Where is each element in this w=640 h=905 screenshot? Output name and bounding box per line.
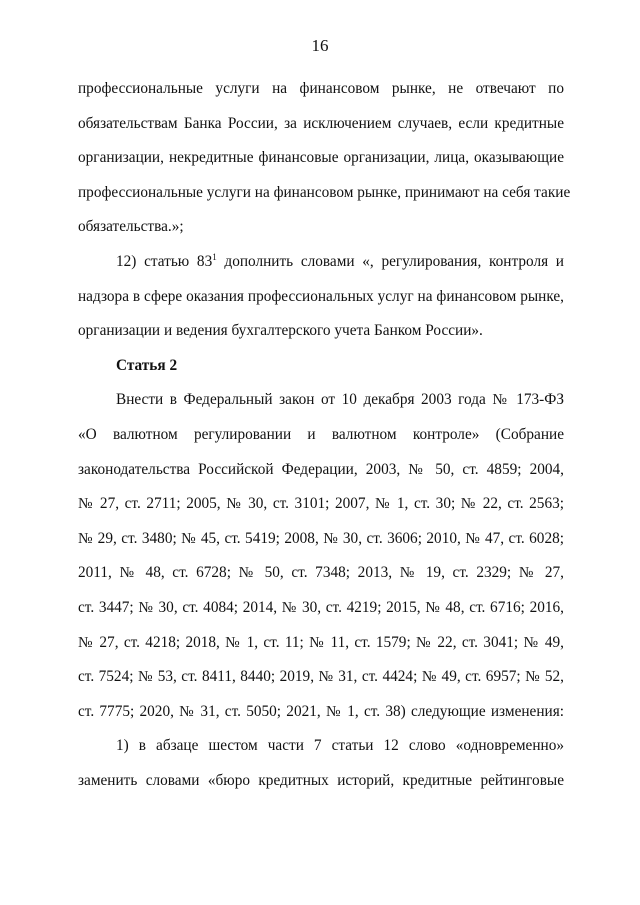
text-line: обязательствам Банка России, за исключением случаев, если кредитные bbox=[78, 114, 564, 132]
text-line: организации и ведения бухгалтерского учета Банком России». bbox=[78, 322, 483, 340]
text-line: «О валютном регулировании и валютном контроле» (Собрание bbox=[78, 425, 564, 443]
text-line: № 27, ст. 4218; 2018, № 1, ст. 11; № 11, ст. 1579; № 22, ст. 3041; № 49, bbox=[78, 633, 564, 651]
superscript: 1 bbox=[212, 251, 217, 262]
text-line-item-12 bbox=[78, 245, 564, 280]
text-fragment: дополнить словами «, регулирования, контроля и bbox=[216, 252, 564, 270]
document-body bbox=[78, 72, 571, 798]
text-line: организации, некредитные финансовые организации, лица, оказывающие bbox=[78, 149, 564, 167]
text-line: Внести в Федеральный закон от 10 декабря 2003 года № 173-ФЗ bbox=[116, 391, 564, 409]
text-line: № 27, ст. 2711; 2005, № 30, ст. 3101; 2007, № 1, ст. 30; № 22, ст. 2563; bbox=[78, 495, 564, 513]
text-line: № 29, ст. 3480; № 45, ст. 5419; 2008, № 30, ст. 3606; 2010, № 47, ст. 6028; bbox=[78, 529, 564, 547]
page-number: 16 bbox=[311, 36, 329, 55]
text-line: ст. 7775; 2020, № 31, ст. 5050; 2021, № 1, ст. 38) следующие изменения: bbox=[78, 702, 564, 720]
text-line: 1) в абзаце шестом части 7 статьи 12 слово «одновременно» bbox=[116, 737, 564, 755]
text-line: 2011, № 48, ст. 6728; № 50, ст. 7348; 2013, № 19, ст. 2329; № 27, bbox=[78, 564, 564, 582]
text-fragment: 12) статью 83 bbox=[116, 252, 213, 270]
text-line: профессиональные услуги на финансовом рынке, не отвечают по bbox=[78, 80, 564, 97]
text-line: обязательства.»; bbox=[78, 218, 184, 236]
text-line: ст. 7524; № 53, ст. 8411, 8440; 2019, № 31, ст. 4424; № 49, ст. 6957; № 52, bbox=[78, 668, 564, 686]
text-line: законодательства Российской Федерации, 2003, № 50, ст. 4859; 2004, bbox=[78, 460, 564, 478]
text-line: заменить словами «бюро кредитных историй, кредитные рейтинговые bbox=[78, 771, 564, 789]
text-line: профессиональные услуги на финансовом рынке, принимают на себя такие bbox=[78, 183, 571, 201]
article-heading: Статья 2 bbox=[116, 356, 178, 374]
text-line: ст. 3447; № 30, ст. 4084; 2014, № 30, ст. 4219; 2015, № 48, ст. 6716; 2016, bbox=[78, 598, 564, 616]
text-line: надзора в сфере оказания профессиональных услуг на финансовом рынке, bbox=[78, 287, 564, 305]
